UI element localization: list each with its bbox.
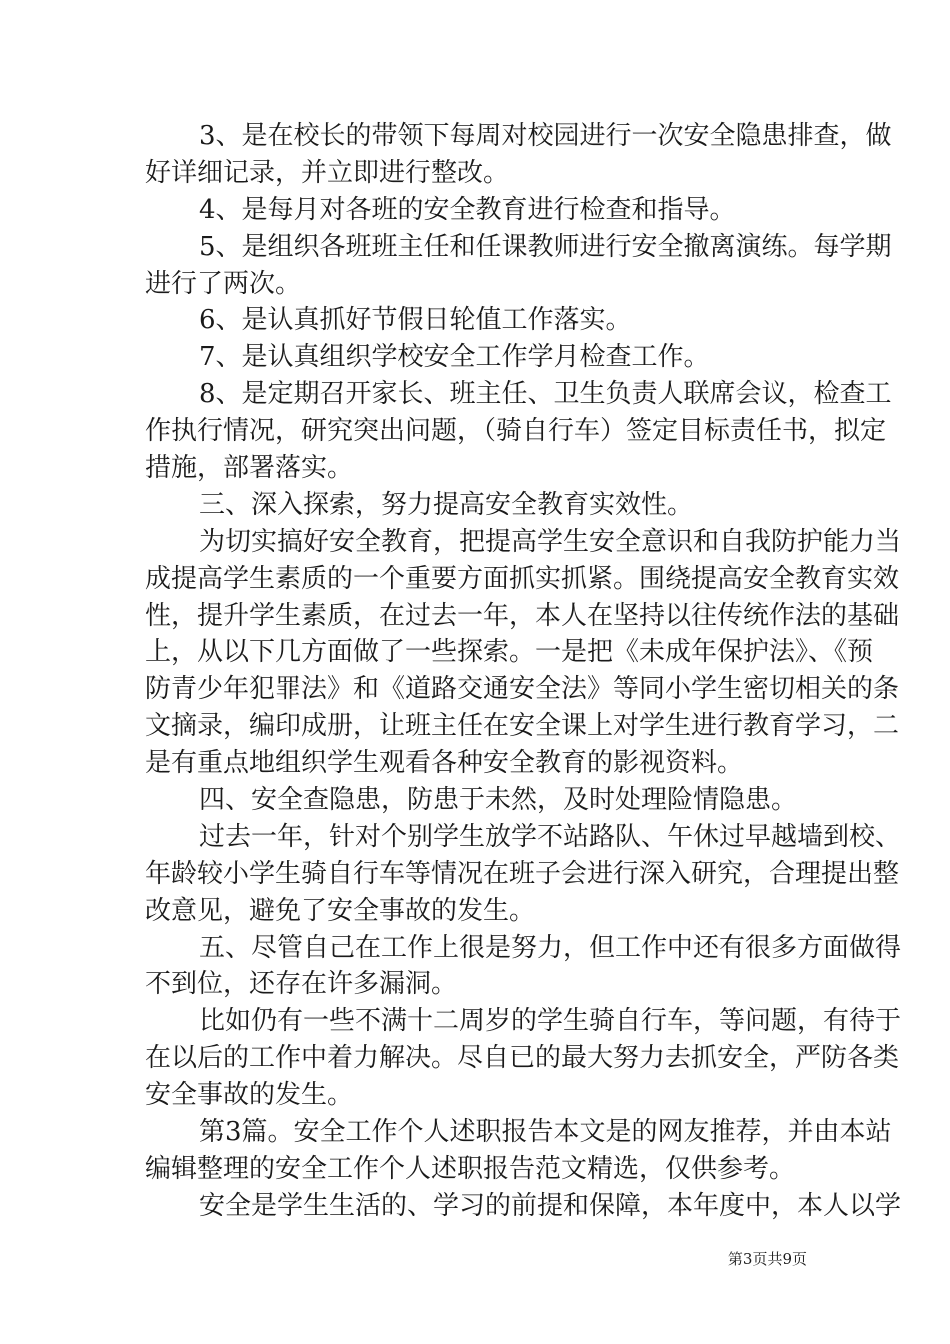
text-line: 进行了两次。 <box>145 268 302 299</box>
paragraph <box>145 819 902 930</box>
text-line: 好详细记录，并立即进行整改。 <box>145 157 510 188</box>
paragraph <box>145 487 808 524</box>
paragraph <box>145 192 808 229</box>
text-line: 安全是学生生活的、学习的前提和保障，本年度中，本人以学 <box>199 1190 902 1221</box>
text-line: 过去一年，针对个别学生放学不站路队、午休过早越墙到校、 <box>199 821 902 852</box>
text-line: 比如仍有一些不满十二周岁的学生骑自行车，等问题，有待于 <box>199 1006 902 1037</box>
text-line: 防青少年犯罪法》和《道路交通安全法》等同小学生密切相关的条 <box>145 674 900 705</box>
text-line: 7、是认真组织学校安全工作学月检查工作。 <box>199 342 710 373</box>
text-line: 作执行情况，研究突出问题，（骑自行车）签定目标责任书，拟定 <box>145 416 887 447</box>
text-line: 编辑整理的安全工作个人述职报告范文精选，仅供参考。 <box>145 1153 796 1184</box>
text-line: 6、是认真抓好节假日轮值工作落实。 <box>199 305 632 336</box>
paragraph <box>145 1114 892 1188</box>
text-line: 措施，部署落实。 <box>145 453 354 484</box>
text-line: 上，从以下几方面做了一些探索。一是把《未成年保护法》、《预 <box>145 637 874 668</box>
text-line: 第3篇。安全工作个人述职报告本文是的网友推荐，并由本站 <box>199 1117 892 1148</box>
text-line: 在以后的工作中着力解决。尽自已的最大努力去抓安全，严防各类 <box>145 1043 900 1074</box>
text-line: 三、深入探索，努力提高安全教育实效性。 <box>199 489 694 520</box>
text-line: 年龄较小学生骑自行车等情况在班子会进行深入研究，合理提出整 <box>145 858 900 889</box>
text-line: 为切实搞好安全教育，把提高学生安全意识和自我防护能力当 <box>199 526 902 557</box>
text-line: 4、是每月对各班的安全教育进行检查和指导。 <box>199 194 736 225</box>
paragraph <box>145 339 808 376</box>
paragraph <box>145 302 808 339</box>
paragraph <box>145 118 892 192</box>
text-line: 3、是在校长的带领下每周对校园进行一次安全隐患排查，做 <box>199 121 892 151</box>
text-line: 五、尽管自己在工作上很是努力，但工作中还有很多方面做得 <box>199 932 902 963</box>
page-number: 第3页共9页 <box>727 1250 807 1268</box>
text-line: 5、是组织各班班主任和任课教师进行安全撤离演练。每学期 <box>199 231 892 262</box>
text-line: 不到位，还存在许多漏洞。 <box>145 969 458 1000</box>
paragraph <box>145 930 902 1004</box>
paragraph <box>145 376 892 487</box>
paragraph <box>145 1188 902 1225</box>
paragraph <box>145 229 892 303</box>
text-line: 改意见，避免了安全事故的发生。 <box>145 895 536 926</box>
document-body <box>145 118 902 1225</box>
text-line: 性，提升学生素质，在过去一年，本人在坚持以往传统作法的基础 <box>145 600 900 631</box>
paragraph <box>145 1003 902 1114</box>
text-line: 安全事故的发生。 <box>145 1080 354 1111</box>
paragraph <box>145 524 902 782</box>
paragraph <box>145 782 808 819</box>
text-line: 四、安全查隐患，防患于未然，及时处理险情隐患。 <box>199 785 798 816</box>
text-line: 8、是定期召开家长、班主任、卫生负责人联席会议，检查工 <box>199 379 892 410</box>
text-line: 成提高学生素质的一个重要方面抓实抓紧。围绕提高安全教育实效 <box>145 563 900 594</box>
text-line: 文摘录，编印成册，让班主任在安全课上对学生进行教育学习，二 <box>145 711 900 742</box>
text-line: 是有重点地组织学生观看各种安全教育的影视资料。 <box>145 748 744 779</box>
